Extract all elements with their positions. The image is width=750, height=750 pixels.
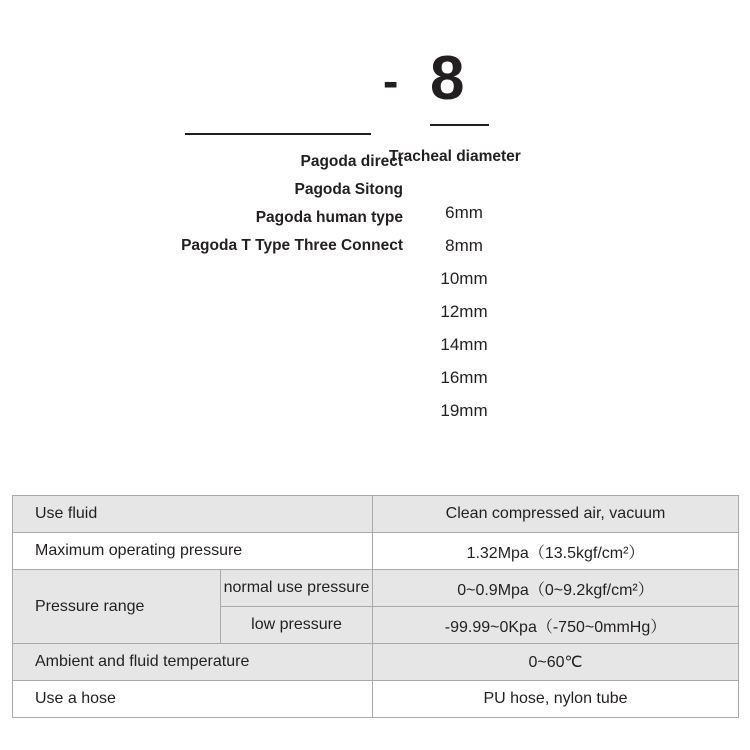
tracheal-diameter-heading: Tracheal diameter: [389, 148, 521, 165]
row-label: Use fluid: [13, 496, 373, 533]
right-underline: [430, 124, 489, 126]
table-row: [13, 570, 739, 607]
list-item: 14mm: [440, 335, 488, 354]
list-item: 8mm: [445, 236, 483, 255]
list-item: Pagoda direct: [300, 153, 403, 170]
table-row: [13, 644, 739, 681]
list-item: Pagoda Sitong: [294, 181, 403, 198]
sub-row-label: normal use pressure: [221, 570, 373, 607]
row-value: 1.32Mpa（13.5kgf/cm²）: [373, 533, 739, 570]
list-item: 10mm: [440, 269, 488, 288]
row-label: Use a hose: [13, 681, 373, 718]
row-label: Ambient and fluid temperature: [13, 644, 373, 681]
code-number: 8: [430, 44, 465, 113]
table-row: [13, 533, 739, 570]
table-row: [13, 496, 739, 533]
row-value: 0~60℃: [373, 644, 739, 681]
shape-type-list: [0, 148, 403, 260]
row-value: Clean compressed air, vacuum: [373, 496, 739, 533]
specification-table: [12, 495, 739, 718]
list-item: Pagoda human type: [255, 209, 403, 226]
sub-row-label: low pressure: [221, 607, 373, 644]
table-row: [13, 681, 739, 718]
list-item: 19mm: [440, 401, 488, 420]
sub-row-value: 0~0.9Mpa（0~9.2kgf/cm²）: [373, 570, 739, 607]
list-item: 6mm: [445, 203, 483, 222]
list-item: Pagoda T Type Three Connect: [181, 237, 403, 254]
sub-row-value: -99.99~0Kpa（-750~0mmHg）: [373, 607, 739, 644]
row-label: Pressure range: [13, 570, 221, 644]
code-dash: -: [383, 55, 399, 107]
left-underline: [185, 133, 371, 135]
list-item: 16mm: [440, 368, 488, 387]
row-label: Maximum operating pressure: [13, 533, 373, 570]
list-item: 12mm: [440, 302, 488, 321]
row-value: PU hose, nylon tube: [373, 681, 739, 718]
tracheal-diameter-list: [389, 196, 539, 427]
